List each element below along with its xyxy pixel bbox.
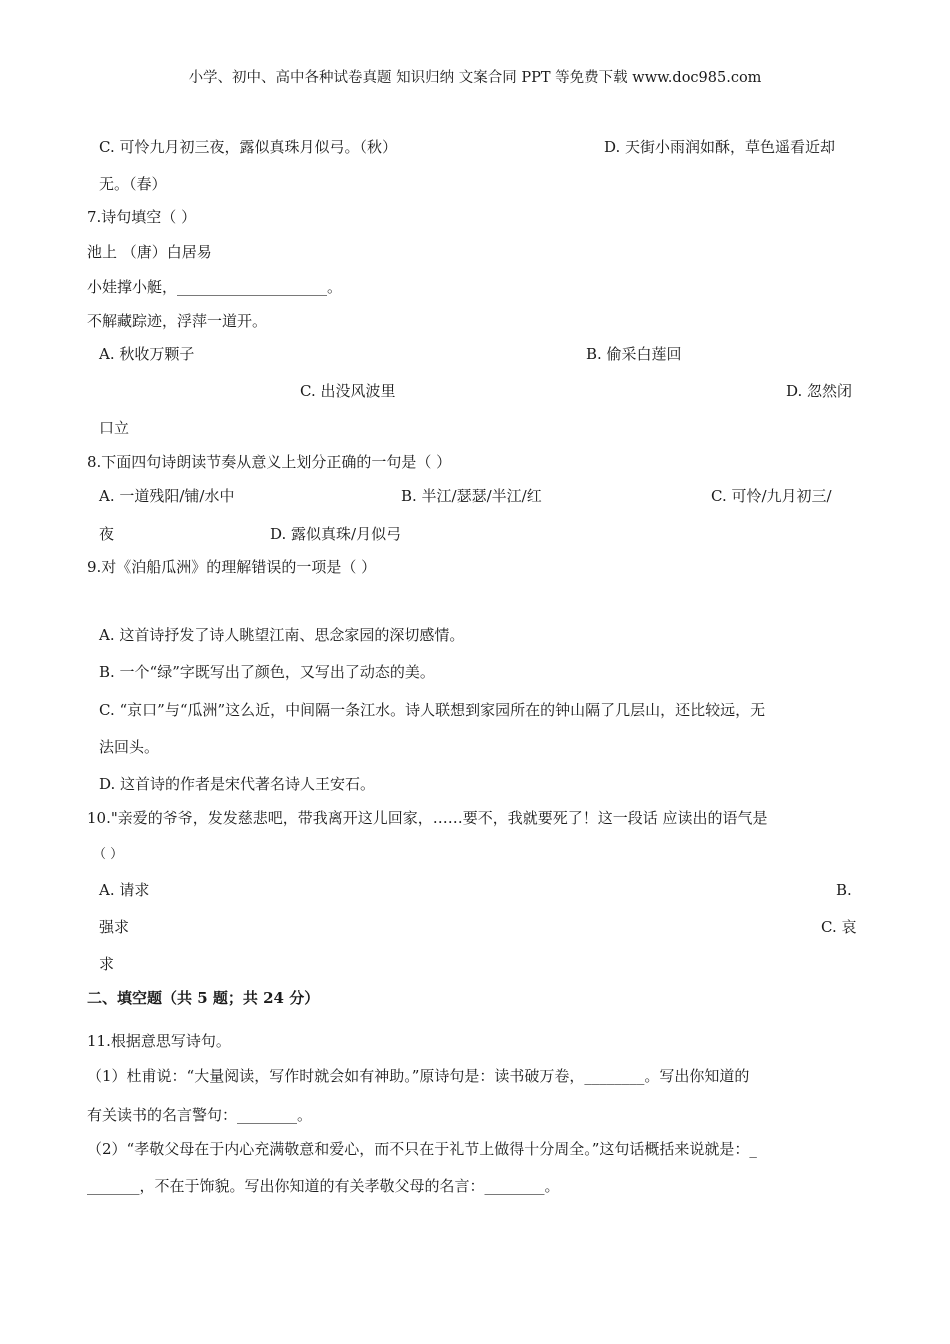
q10-stem: 10."亲爱的爷爷，发发慈悲吧，带我离开这儿回家，……要不，我就要死了！这一段话 应读出的语气是 — [87, 809, 768, 827]
page-header: 小学、初中、高中各种试卷真题 知识归纳 文案合同 PPT 等免费下载 www.doc985.com — [188, 70, 762, 86]
q10-option-b-continued: 强求 — [99, 918, 130, 936]
q9-option-c-continued: 法回头。 — [99, 738, 160, 756]
q10-option-b: B. — [836, 881, 852, 899]
q7-poem-line-2: 不解藏踪迹，浮萍一道开。 — [87, 312, 268, 330]
q8-stem: 8.下面四句诗朗读节奏从意义上划分正确的一句是（ ） — [87, 453, 452, 471]
q7-option-a: A. 秋收万颗子 — [99, 345, 195, 363]
section-2-heading: 二、填空题（共 5 题；共 24 分） — [87, 989, 320, 1007]
q8-option-a: A. 一道残阳/铺/水中 — [99, 487, 235, 505]
q9-option-b: B. 一个“绿”字既写出了颜色，又写出了动态的美。 — [99, 663, 435, 681]
q6-option-d: D. 天街小雨润如酥，草色遥看近却 — [604, 138, 836, 156]
q10-option-c-continued: 求 — [99, 955, 115, 973]
q8-option-c: C. 可怜/九月初三/ — [711, 487, 832, 505]
q9-stem: 9.对《泊船瓜洲》的理解错误的一项是（ ） — [87, 558, 377, 576]
q10-option-a: A. 请求 — [99, 881, 150, 899]
q7-option-c: C. 出没风波里 — [300, 382, 396, 400]
q8-option-c-continued: 夜 — [99, 525, 115, 543]
q9-option-c: C. “京口”与“瓜洲”这么近，中间隔一条江水。诗人联想到家园所在的钟山隔了几层山，还比较远，无 — [99, 701, 766, 719]
q11-part-2: （2）“孝敬父母在于内心充满敬意和爱心，而不只在于礼节上做得十分周全。”这句话概括来说就是：_ — [87, 1140, 757, 1158]
q7-stem: 7.诗句填空（ ） — [87, 208, 197, 226]
q7-poem-title: 池上 （唐）白居易 — [87, 243, 212, 261]
q9-option-a: A. 这首诗抒发了诗人眺望江南、思念家园的深切感情。 — [99, 626, 465, 644]
q11-stem: 11.根据意思写诗句。 — [87, 1032, 231, 1050]
q11-part-2-continued: _______，不在于饰貌。写出你知道的有关孝敬父母的名言：________。 — [87, 1177, 560, 1195]
q6-option-c: C. 可怜九月初三夜，露似真珠月似弓。（秋） — [99, 138, 397, 156]
q11-part-1: （1）杜甫说：“大量阅读，写作时就会如有神助。”原诗句是：读书破万卷，________。写出你知道的 — [87, 1067, 750, 1085]
q11-part-1-continued: 有关读书的名言警句：________。 — [87, 1106, 313, 1124]
q7-option-b: B. 偷采白莲回 — [586, 345, 682, 363]
q8-option-b: B. 半江/瑟瑟/半江/红 — [401, 487, 542, 505]
q10-option-c: C. 哀 — [821, 918, 857, 936]
q7-poem-line-1: 小娃撑小艇，____________________。 — [87, 278, 343, 296]
q10-answer-paren: （ ） — [93, 847, 124, 862]
q9-option-d: D. 这首诗的作者是宋代著名诗人王安石。 — [99, 775, 376, 793]
q6-option-d-continued: 无。（春） — [99, 175, 167, 193]
q7-option-d: D. 忽然闭 — [786, 382, 853, 400]
q8-option-d: D. 露似真珠/月似弓 — [270, 525, 402, 543]
q7-option-d-continued: 口立 — [99, 419, 130, 437]
